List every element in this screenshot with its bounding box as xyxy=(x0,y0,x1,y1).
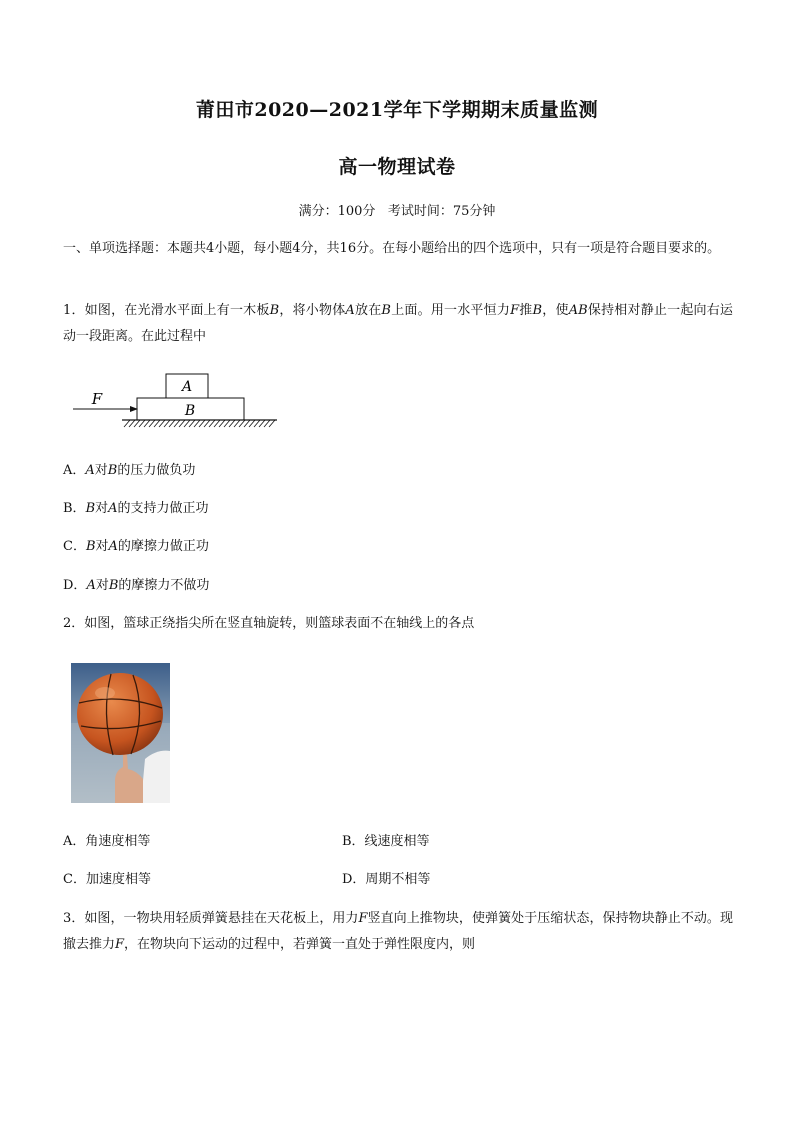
q1-stem-text: 保持相对静止一起向右运动一段距离。在此过程中 xyxy=(63,303,733,344)
option-var: A xyxy=(108,501,118,516)
q1-option-a xyxy=(63,461,195,481)
q1-var: B xyxy=(532,303,543,318)
q1-figure xyxy=(70,372,285,438)
q2-option-c: C．加速度相等 xyxy=(63,872,151,887)
q3-var: F xyxy=(115,937,125,952)
option-text: 的压力做负功 xyxy=(117,463,196,478)
q2-stem: 2．如图，篮球正绕指尖所在竖直轴旋转，则篮球表面不在轴线上的各点 xyxy=(63,616,475,631)
section-heading: 一、单项选择题：本题共4小题，每小题4分，共16分。在每小题给出的四个选项中，只有一项是符合题目要求的。 xyxy=(63,241,721,256)
q1-stem-text: 放在 xyxy=(354,303,382,318)
q1-stem xyxy=(63,298,733,350)
option-prefix: D． xyxy=(63,578,87,593)
option-text: 对 xyxy=(94,463,108,478)
option-prefix: A． xyxy=(63,463,86,478)
option-text: 的摩擦力不做功 xyxy=(118,578,210,593)
q1-stem-text: ，将小物体 xyxy=(279,303,346,318)
q1-var: B xyxy=(381,303,391,318)
option-text: 的支持力做正功 xyxy=(117,501,209,516)
option-text: 对 xyxy=(95,501,109,516)
basketball xyxy=(77,673,163,755)
q2-option-d: D．周期不相等 xyxy=(342,872,431,887)
q3-stem xyxy=(63,906,733,958)
q1-stem-text: 上面。用一水平恒力 xyxy=(390,303,511,318)
q1-stem-text: 推 xyxy=(519,303,533,318)
option-var: A xyxy=(108,539,118,554)
q1-option-d xyxy=(63,576,209,596)
q3-stem-text: 3．如图，一物块用轻质弹簧悬挂在天花板上，用力 xyxy=(63,911,359,926)
option-var: B xyxy=(85,501,96,516)
q1-option-c xyxy=(63,537,209,557)
board-b-label: B xyxy=(184,403,196,419)
option-var: A xyxy=(86,578,96,593)
q1-stem-text: 1．如图，在光滑水平面上有一木板 xyxy=(63,303,270,318)
option-var: B xyxy=(85,539,96,554)
force-label: F xyxy=(91,390,103,408)
q1-var: B xyxy=(269,303,280,318)
option-prefix: B． xyxy=(63,501,86,516)
ground-hatching xyxy=(124,420,275,427)
option-text: 的摩擦力做正功 xyxy=(117,539,209,554)
block-a-label: A xyxy=(181,379,193,395)
q3-stem-text: 竖直向上推物块，使弹簧处于压缩状态，保持物块静止不动。现撤去推力 xyxy=(63,911,733,952)
option-var: B xyxy=(107,463,118,478)
option-prefix: C． xyxy=(63,539,86,554)
q3-var: F xyxy=(358,911,368,926)
option-var: A xyxy=(85,463,95,478)
exam-meta: 满分：100分 考试时间：75分钟 xyxy=(298,204,496,219)
exam-title: 莆田市2020—2021学年下学期期末质量监测 xyxy=(195,99,599,121)
option-text: 对 xyxy=(95,578,109,593)
q3-stem-text: ，在物块向下运动的过程中，若弹簧一直处于弹性限度内，则 xyxy=(124,937,476,952)
q1-option-b xyxy=(63,499,209,519)
q2-option-b: B．线速度相等 xyxy=(342,834,430,849)
basketball-photo xyxy=(71,663,170,807)
option-text: 对 xyxy=(95,539,109,554)
q1-var: AB xyxy=(568,303,588,318)
option-var: B xyxy=(108,578,119,593)
exam-subtitle: 高一物理试卷 xyxy=(338,156,456,178)
q1-var: A xyxy=(345,303,355,318)
q1-stem-text: ，使 xyxy=(542,303,569,318)
q2-option-a: A．角速度相等 xyxy=(63,834,151,849)
q1-var: F xyxy=(510,303,520,318)
